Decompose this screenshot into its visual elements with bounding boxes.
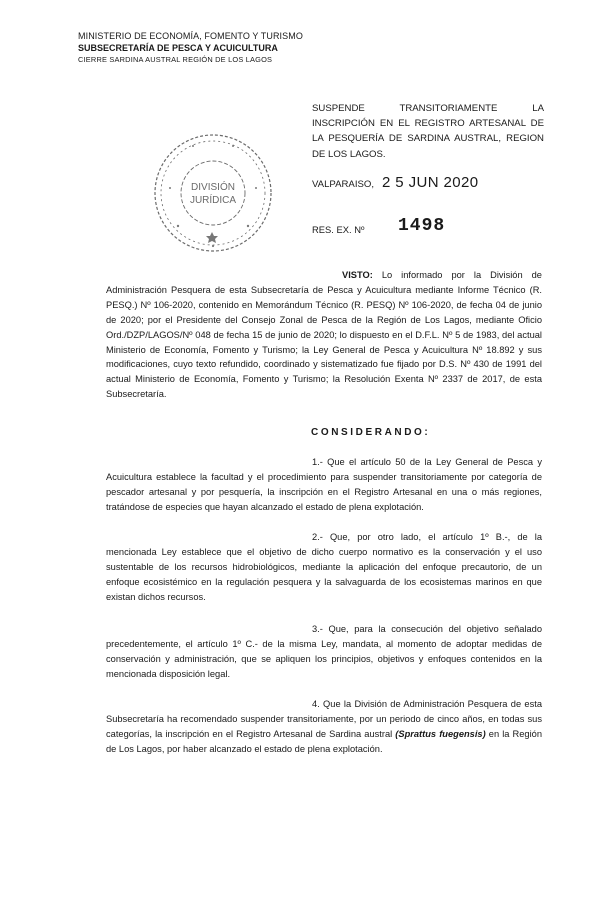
- seal-text-division: DIVISIÓN: [191, 182, 235, 193]
- issue-place: VALPARAISO,: [312, 179, 375, 190]
- official-seal-stamp: [148, 128, 278, 258]
- species-name: (Sprattus fuegensis): [395, 728, 486, 739]
- visto-text: Lo informado por la División de Administración Pesquera de esta Subsecretaría de Pesca y Acuicultura mediante Informe Técnico (R. PESQ.) Nº 106-2020, contenido en Memorándum Técnico (R. PESQ) Nº 106-2020, de fecha 04 de junio de 2020; por el Presidente del Consejo Zonal de Pesca de la Región de Los Lagos, mediante Oficio Ord./DZP/LAGOS/Nº 048 de fecha 15 de junio de 2020; lo dispuesto en el D.F.L. Nº 5 de 1983, del actual Ministerio de Economía, Fomento y Turismo; la Ley General de Pesca y Acuicultura Nº 18.892 y sus modificaciones, cuyo texto refundido, coordinado y sistematizado fue fijado por D.S. Nº 430 de 1991 del actual Ministerio de Economía, Fomento y Turismo; la Resolución Exenta Nº 2337 de 2017, de esta Subsecretaría.: [106, 270, 542, 400]
- considerando-item-2: 2.- Que, por otro lado, el artículo 1º B.-, de la mencionada Ley establece que el objetivo de dicho cuerpo normativo es la conservación y el uso sustentable de los recursos hidrobiológicos, mediante la aplicación del enfoque precautorio, de un enfoque ecosistémico en la regulación pesquera y la salvaguarda de los ecosistemas marinos en que existan dichos recursos.: [106, 532, 542, 602]
- resolution-label: RES. EX. Nº: [312, 224, 365, 235]
- seal-text-juridica: JURÍDICA: [189, 195, 237, 206]
- resolution-number-stamp: 1498: [398, 216, 446, 236]
- ministry-name: MINISTERIO DE ECONOMÍA, FOMENTO Y TURISMO: [78, 31, 303, 41]
- resolution-subject: SUSPENDE TRANSITORIAMENTE LA INSCRIPCIÓN EN EL REGISTRO ARTESANAL DE LA PESQUERÍA DE SARDINA AUSTRAL, REGION DE LOS LAGOS.: [312, 103, 544, 160]
- considerando-heading: CONSIDERANDO:: [311, 427, 431, 438]
- subsecretaria-name: SUBSECRETARÍA DE PESCA Y ACUICULTURA: [78, 43, 278, 53]
- considerando-item-3: 3.- Que, para la consecución del objetivo señalado precedentemente, el artículo 1º C.- de la misma Ley, mandata, al momento de adoptar medidas de conservación y administración, que se apliquen los principios, objetivos y enfoques contenidos en la mencionada disposición legal.: [106, 624, 542, 679]
- considerando-item-4: 4. Que la División de Administración Pesquera de esta Subsecretaría ha recomendado suspender transitoriamente, por un periodo de cinco años, en todas sus categorías, la inscripción en el Registro Artesanal de Sardina austral (Sprattus fuegensis) en la Región de Los Lagos, por haber alcanzado el estado de plena explotación.: [106, 699, 542, 754]
- visto-label: VISTO:: [342, 270, 373, 280]
- letterhead: [78, 30, 338, 66]
- document-reference: CIERRE SARDINA AUSTRAL REGIÓN DE LOS LAGOS: [78, 55, 273, 64]
- considerando-item-1: 1.- Que el artículo 50 de la Ley General de Pesca y Acuicultura establece la facultad y el procedimiento para suspender transitoriamente por categoría de pescador artesanal y por pesquería, la inscripción en el Registro Artesanal en una o más regiones, tratándose de especies que hayan alcanzado el estado de plena explotación.: [106, 457, 542, 512]
- visto-paragraph: [106, 268, 542, 402]
- issue-date-stamp: 2 5 JUN 2020: [382, 174, 479, 191]
